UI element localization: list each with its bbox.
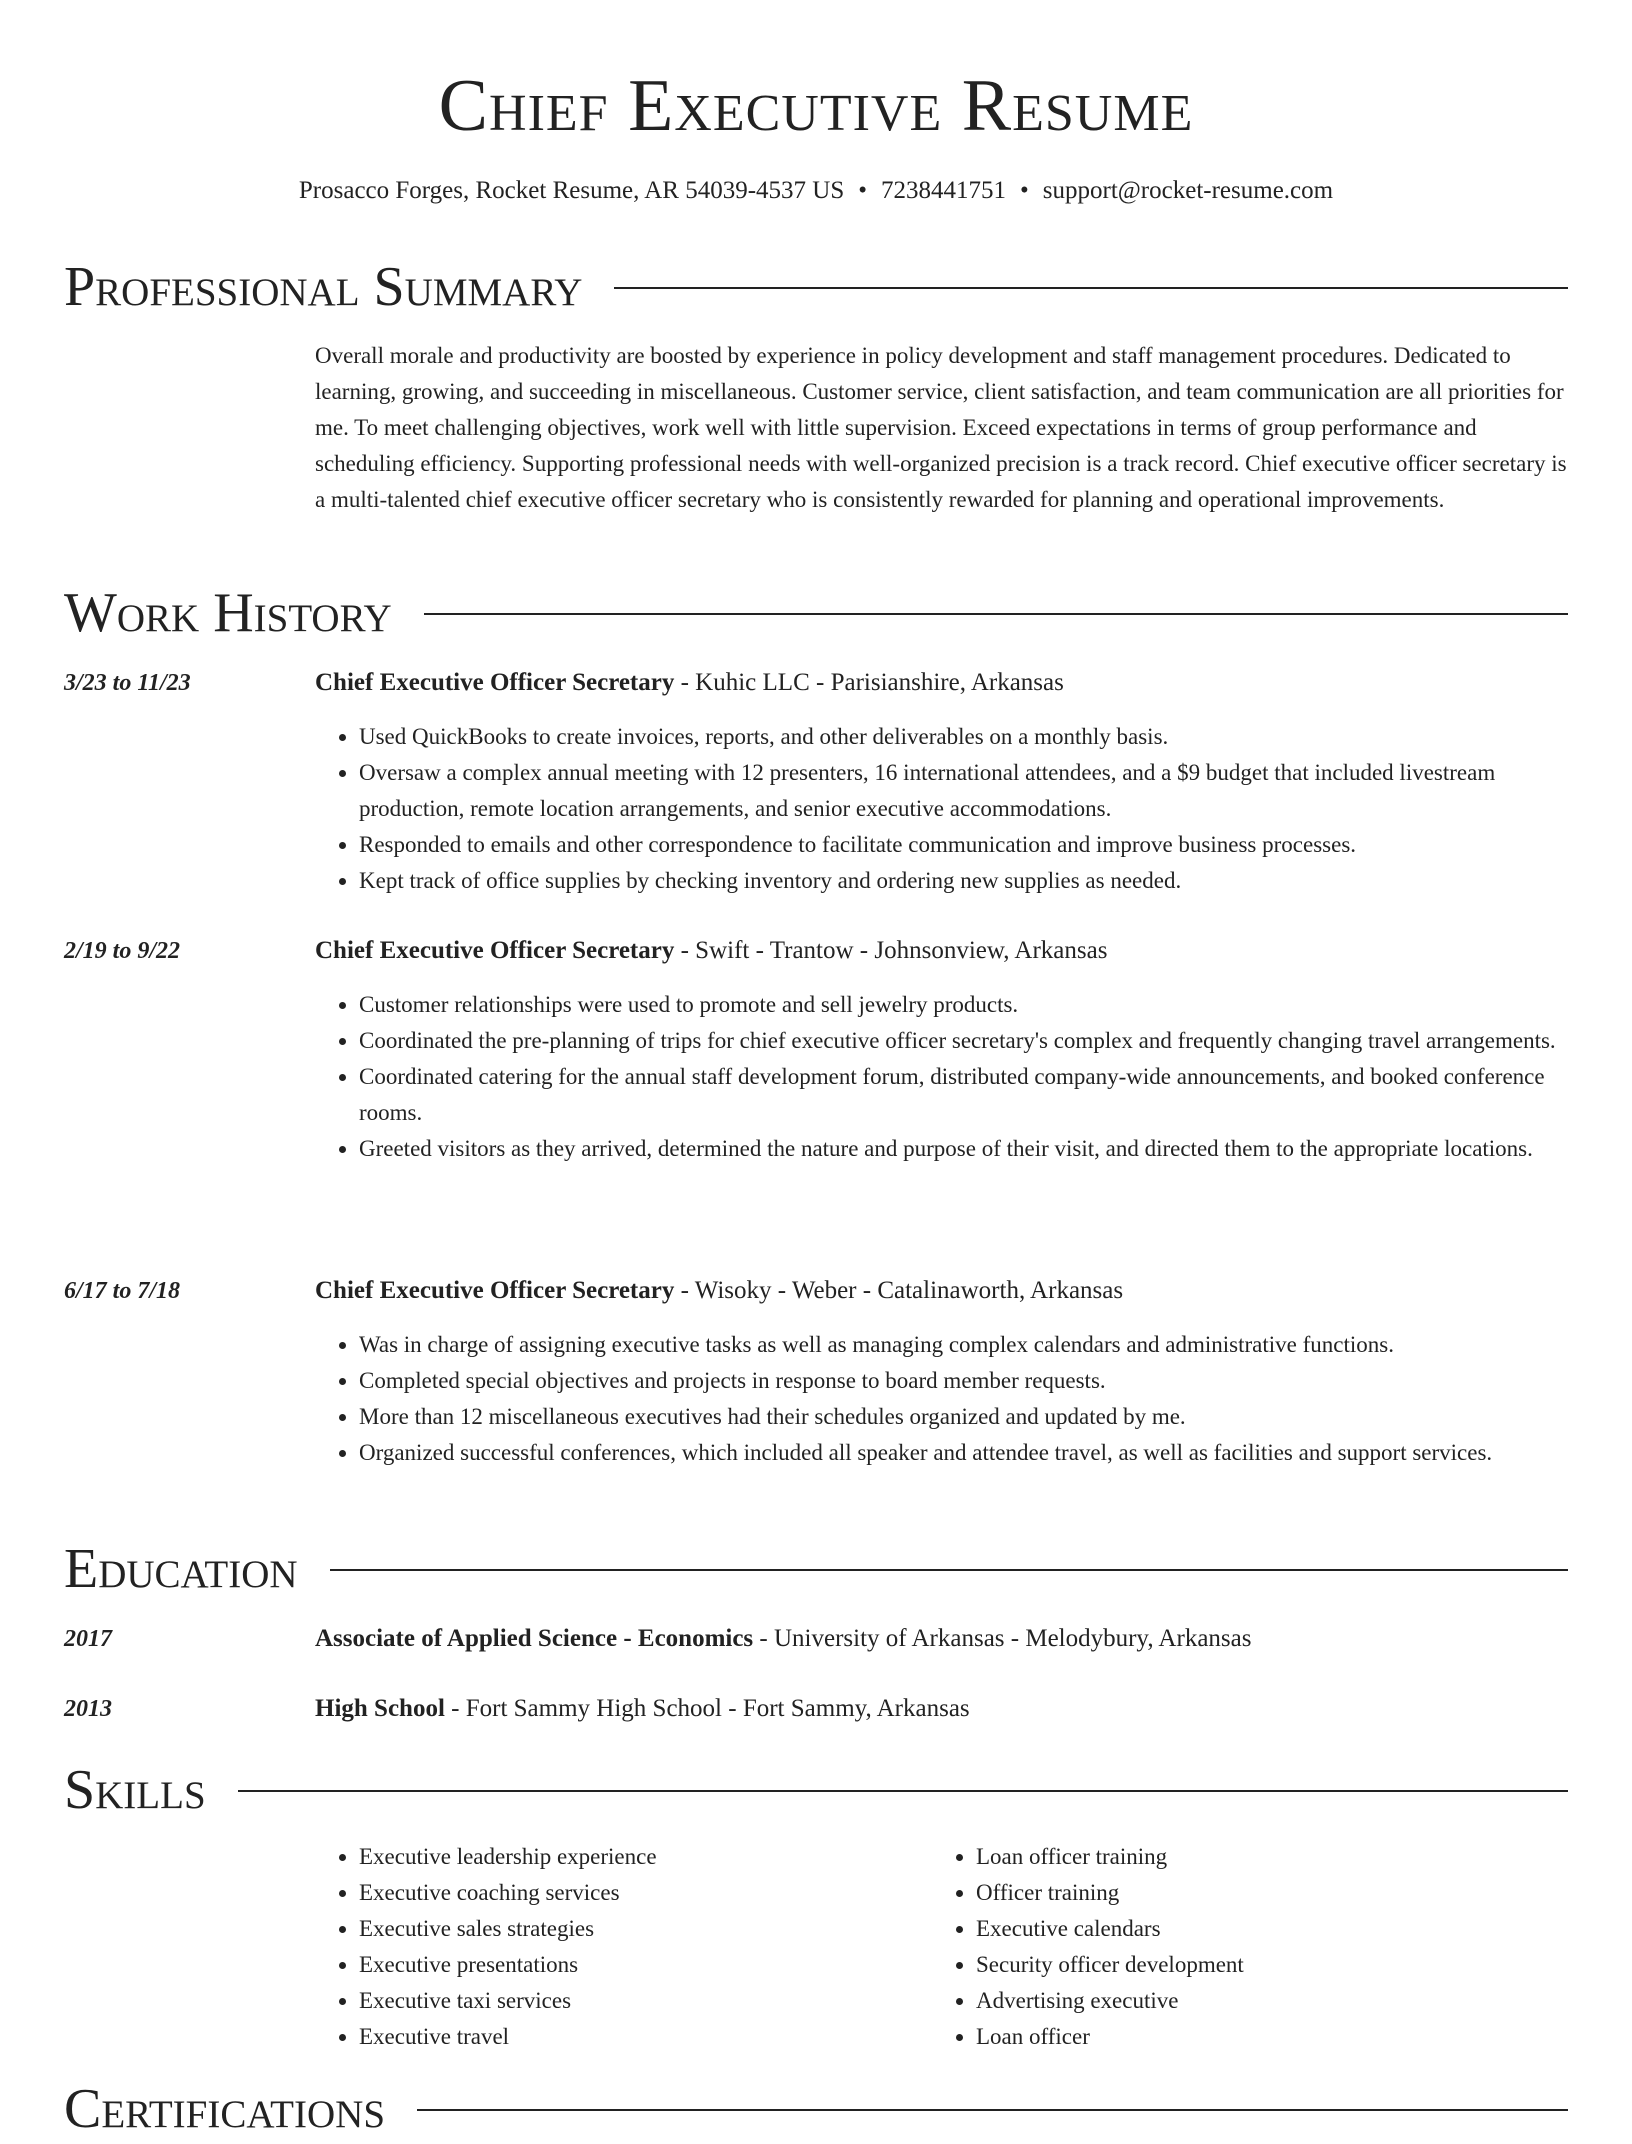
contact-separator: • (858, 177, 868, 204)
job-title: Chief Executive Officer Secretary (315, 1277, 675, 1304)
list-item: • Completed special objectives and projects in response to board member requests. (359, 1363, 1568, 1399)
list-item: • More than 12 miscellaneous executives had their schedules organized and updated by me. (359, 1399, 1568, 1435)
education-details: - Fort Sammy High School - Fort Sammy, Arkansas (444, 1695, 970, 1722)
list-item: • Used QuickBooks to create invoices, reports, and other deliverables on a monthly basis. (359, 719, 1568, 755)
job-heading (315, 665, 1064, 701)
job-dates: 2/19 to 9/22 (64, 938, 181, 964)
list-item: • Executive presentations (359, 1947, 875, 1983)
list-item: • Was in charge of assigning executive tasks as well as managing complex calendars and administrative functions. (359, 1327, 1568, 1363)
education-heading (315, 1621, 1251, 1657)
list-item: • Security officer development (976, 1947, 1492, 1983)
job-dates: 6/17 to 7/18 (64, 1278, 181, 1304)
section-divider (238, 1790, 1568, 1792)
section-header-work-history (64, 578, 1568, 648)
contact-line (0, 173, 1632, 209)
list-item: • Executive taxi services (359, 1983, 875, 2019)
section-header-education (64, 1534, 1568, 1604)
section-header-skills (64, 1755, 1568, 1825)
section-title: Skills (64, 1759, 206, 1821)
list-item: • Executive coaching services (359, 1875, 875, 1911)
contact-separator: • (1020, 177, 1029, 204)
list-item: • Oversaw a complex annual meeting with 12 presenters, 16 international attendees, and a $9 budget that included livestream production, remote location arrangements, and senior executive accommodations. (359, 755, 1568, 827)
job-heading (315, 933, 1107, 969)
job-bullets (315, 1327, 1568, 1471)
list-item: • Executive leadership experience (359, 1839, 875, 1875)
section-title: Certifications (64, 2078, 386, 2140)
list-item: • Executive calendars (976, 1911, 1492, 1947)
education-heading (315, 1691, 970, 1727)
section-divider (614, 287, 1568, 289)
contact-address: Prosacco Forges, Rocket Resume, AR 54039-4537 US (298, 177, 845, 204)
list-item: • Coordinated catering for the annual staff development forum, distributed company-wide announcements, and booked conference rooms. (359, 1059, 1568, 1131)
section-divider (424, 613, 1568, 615)
job-title: Chief Executive Officer Secretary (315, 937, 675, 964)
job-heading (315, 1273, 1123, 1309)
list-item: • Advertising executive (976, 1983, 1492, 2019)
section-header-certifications (64, 2074, 1568, 2144)
section-divider (330, 1569, 1568, 1571)
list-item: • Loan officer (976, 2019, 1492, 2055)
education-year: 2013 (64, 1696, 112, 1722)
list-item: • Greeted visitors as they arrived, determined the nature and purpose of their visit, and directed them to the appropriate locations. (359, 1131, 1568, 1167)
section-divider (417, 2109, 1568, 2111)
education-details: - University of Arkansas - Melodybury, Arkansas (753, 1625, 1252, 1652)
list-item: • Executive travel (359, 2019, 875, 2055)
job-details: - Wisoky - Weber - Catalinaworth, Arkansas (674, 1277, 1124, 1304)
contact-phone: 7238441751 (881, 177, 1007, 204)
skills-list-left (315, 1839, 875, 2055)
skills-list-right (932, 1839, 1492, 2055)
list-item: • Executive sales strategies (359, 1911, 875, 1947)
list-item: • Kept track of office supplies by checking inventory and ordering new supplies as needed. (359, 863, 1568, 899)
education-degree: Associate of Applied Science - Economics (315, 1625, 754, 1652)
education-year: 2017 (64, 1626, 112, 1652)
summary-text: Overall morale and productivity are boosted by experience in policy development and staff management procedures. Dedicated to learning, growing, and succeeding in miscellaneous. Customer service, client satisfaction, and team communication are all priorities for me. To meet challenging objectives, work well with little supervision. Exceed expectations in terms of group performance and scheduling efficiency. Supporting professional needs with well-organized precision is a track record. Chief executive officer secretary is a multi-talented chief executive officer secretary who is consistently rewarded for planning and operational improvements. (315, 343, 1567, 512)
education-degree: High School (315, 1695, 445, 1722)
job-bullets (315, 719, 1568, 899)
job-title: Chief Executive Officer Secretary (315, 669, 675, 696)
list-item: • Organized successful conferences, which included all speaker and attendee travel, as well as facilities and support services. (359, 1435, 1568, 1471)
list-item: • Coordinated the pre-planning of trips for chief executive officer secretary's complex and frequently changing travel arrangements. (359, 1023, 1568, 1059)
section-title: Work History (64, 582, 392, 644)
section-title: Professional Summary (64, 256, 583, 318)
job-dates: 3/23 to 11/23 (64, 670, 191, 696)
job-bullets (315, 987, 1568, 1167)
section-title: Education (64, 1538, 298, 1600)
list-item: • Customer relationships were used to promote and sell jewelry products. (359, 987, 1568, 1023)
contact-email: support@rocket-resume.com (1042, 177, 1334, 204)
list-item: • Responded to emails and other correspondence to facilitate communication and improve business processes. (359, 827, 1568, 863)
job-details: - Swift - Trantow - Johnsonview, Arkansas (674, 937, 1108, 964)
list-item: • Officer training (976, 1875, 1492, 1911)
resume-title: Chief Executive Resume (438, 65, 1194, 147)
section-header-summary (64, 252, 1568, 322)
job-details: - Kuhic LLC - Parisianshire, Arkansas (674, 669, 1064, 696)
list-item: • Loan officer training (976, 1839, 1492, 1875)
